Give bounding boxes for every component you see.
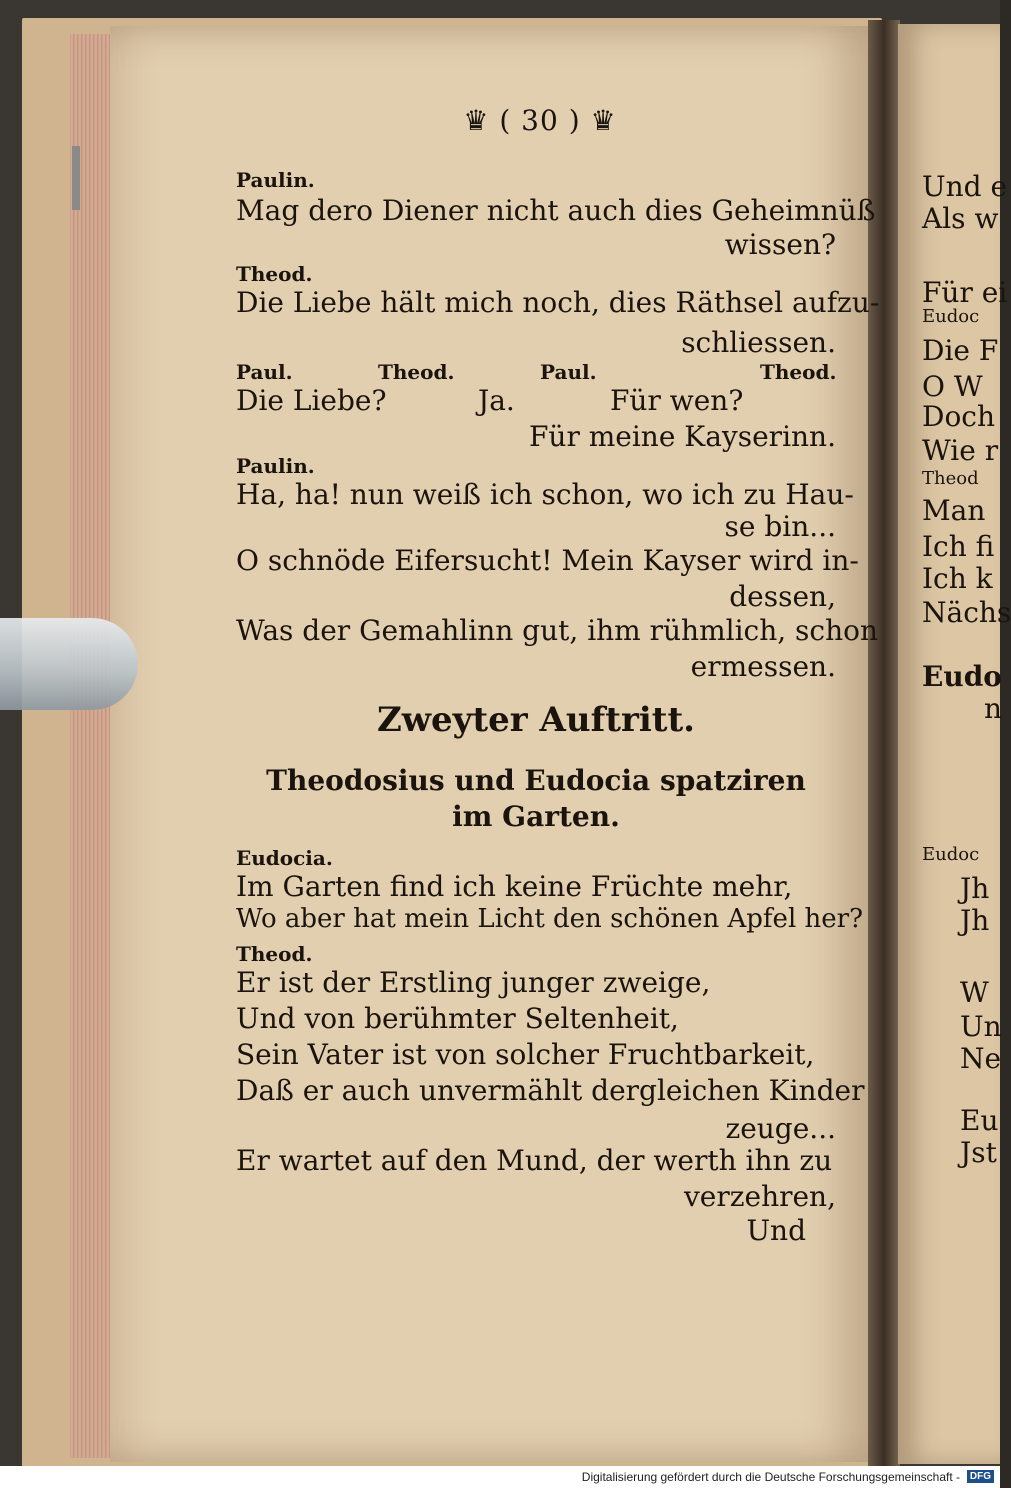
book-gutter: [868, 20, 900, 1470]
verse-line: O schnöde Eifersucht! Mein Kayser wird in-: [236, 544, 859, 577]
right-page-fragment: Für ei: [922, 276, 1008, 309]
verse-line: Er ist der Erstling junger zweige,: [236, 966, 711, 999]
right-page-fragment: Und e: [922, 170, 1008, 203]
scene-title: Zweyter Auftritt.: [376, 700, 696, 740]
verse-continuation: Für meine Kayserinn.: [528, 420, 836, 453]
verse-continuation: wissen?: [724, 228, 836, 261]
right-page-fragment: W: [960, 976, 989, 1009]
verse-line: Sein Vater ist von solcher Fruchtbarkeit,: [236, 1038, 815, 1071]
right-page-fragment: O W: [922, 370, 983, 403]
verse-line: Mag dero Diener nicht auch dies Geheimnüß: [236, 194, 876, 227]
right-page-fragment: Ich k: [922, 562, 993, 595]
verse-line: Was der Gemahlinn gut, ihm rühmlich, schon: [236, 614, 879, 647]
speaker-label: Paul.: [540, 360, 597, 384]
verse-line: Für wen?: [610, 384, 744, 417]
right-page-fragment: Jh: [960, 904, 990, 937]
right-page-fragment: n: [984, 692, 1003, 725]
page-header: [430, 104, 650, 137]
right-page-fragment: Eudoc: [922, 306, 980, 327]
verse-continuation: dessen,: [729, 580, 836, 613]
speaker-label: Paulin.: [236, 168, 315, 192]
right-page-fragment: Ich fi: [922, 530, 995, 563]
verse-line: Daß er auch unvermählt dergleichen Kinder: [236, 1074, 865, 1107]
dfg-logo: DFG: [967, 1470, 994, 1483]
verse-line: Er wartet auf den Mund, der werth ihn zu: [236, 1144, 833, 1177]
speaker-label: Theod.: [760, 360, 837, 384]
crown-ornament-icon: ♛: [463, 104, 490, 137]
verse-continuation: ermessen.: [690, 650, 836, 683]
speaker-label: Theod.: [236, 942, 313, 966]
right-page: [898, 24, 1011, 1464]
scene-direction: Theodosius und Eudocia spatziren: [266, 764, 806, 797]
right-page-fragment: Jst: [960, 1136, 997, 1169]
catchword: Und: [746, 1214, 806, 1247]
right-page-fragment: Theod: [922, 468, 979, 489]
verse-line: Die Liebe hält mich noch, dies Räthsel aufzu-: [236, 286, 880, 319]
right-page-fragment: Wie r: [922, 434, 999, 467]
page-number: ( 30 ): [499, 104, 581, 137]
right-page-fragment: Un: [960, 1010, 1002, 1043]
speaker-label: Eudocia.: [236, 846, 333, 870]
speaker-label: Paul.: [236, 360, 293, 384]
crown-ornament-icon: ♛: [590, 104, 617, 137]
speaker-label: Theod.: [236, 262, 313, 286]
verse-continuation: zeuge...: [725, 1112, 836, 1145]
page-clip: [0, 618, 138, 710]
verse-line: Wo aber hat mein Licht den schönen Apfel her?: [236, 904, 864, 934]
right-page-fragment: Eu: [960, 1104, 999, 1137]
verse-line: Die Liebe?: [236, 384, 387, 417]
right-page-fragment: Nächs: [922, 596, 1011, 629]
right-page-fragment: Man: [922, 494, 986, 527]
speaker-label: Theod.: [378, 360, 455, 384]
right-page-fragment: Ne: [960, 1042, 1002, 1075]
bookmark-tab: [72, 146, 80, 210]
footer-credit: Digitalisierung gefördert durch die Deutsche Forschungsgemeinschaft -: [581, 1470, 960, 1484]
verse-continuation: schliessen.: [681, 326, 836, 359]
right-page-fragment: Als w: [922, 202, 999, 235]
scene-direction: im Garten.: [452, 800, 620, 833]
right-page-fragment: Eudo: [922, 660, 1002, 693]
right-page-fragment: Die F: [922, 334, 999, 367]
verse-continuation: verzehren,: [683, 1180, 836, 1213]
verse-continuation: se bin...: [724, 510, 836, 543]
speaker-label: Paulin.: [236, 454, 315, 478]
verse-line: Ja.: [478, 384, 515, 417]
right-page-fragment: Jh: [960, 872, 990, 905]
verse-line: Und von berühmter Seltenheit,: [236, 1002, 679, 1035]
verse-line: Ha, ha! nun weiß ich schon, wo ich zu Hau-: [236, 478, 854, 511]
right-page-fragment: Eudoc: [922, 844, 980, 865]
right-page-fragment: Doch: [922, 400, 996, 433]
footer-bar: [0, 1466, 1000, 1488]
verse-line: Im Garten find ich keine Früchte mehr,: [236, 870, 793, 903]
